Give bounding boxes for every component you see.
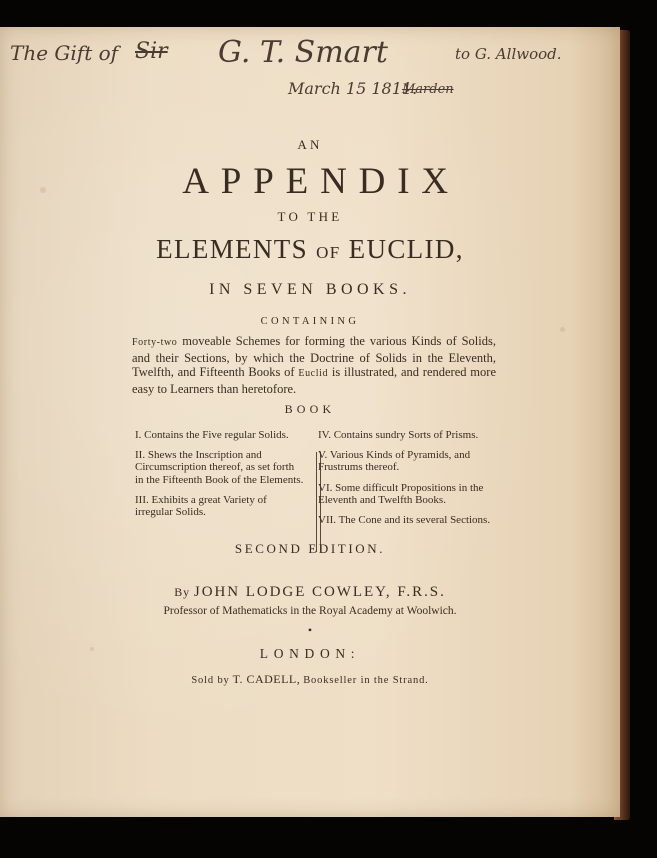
title-elements: ELEMENTS <box>156 234 308 264</box>
author-role: Professor of Mathematicks in the Royal Academy at Woolwich. <box>163 605 457 617</box>
title-seven-books: IN SEVEN BOOKS. <box>209 281 411 298</box>
description-text-b: is illustrated, and rendered more easy to Learners than heretofore. <box>132 365 496 396</box>
foxing-spot <box>560 327 565 332</box>
author-name: JOHN LODGE COWLEY, F.R.S. <box>193 584 446 600</box>
inscription-struck-place: Marden <box>402 82 454 97</box>
title-an: AN <box>297 137 323 152</box>
ornament-mark: • <box>307 623 313 637</box>
description-paragraph <box>132 334 496 396</box>
inscription-gift-of: The Gift of <box>10 41 119 65</box>
containing-label: CONTAINING <box>260 316 360 327</box>
title-appendix: APPENDIX <box>182 161 460 202</box>
title-elements-of-euclid <box>0 234 620 265</box>
books-left-column <box>135 429 305 526</box>
book-heading: BOOK <box>284 402 336 416</box>
author-line <box>0 584 620 601</box>
imprint-line <box>0 672 620 687</box>
title-page <box>0 27 620 817</box>
inscription-date: March 15 1811. <box>288 79 418 98</box>
books-right-column <box>318 429 496 534</box>
imprint-sold-by: Sold by <box>191 675 230 686</box>
book-entry-5: V. Various Kinds of Pyramids, and Frustrums thereof. <box>318 449 471 474</box>
book-entry-3: III. Exhibits a great Variety of irregular Solids. <box>135 493 267 519</box>
title-of: OF <box>316 243 341 262</box>
imprint-bookseller: Bookseller in the Strand. <box>303 675 429 686</box>
book-entry-7: VII. The Cone and its several Sections. <box>318 514 491 527</box>
description-smallcaps: Forty-two <box>132 337 178 348</box>
inscription-donor-name: G. T. Smart <box>218 35 388 70</box>
place-london: LONDON: <box>259 646 361 661</box>
book-entry-2: II. Shews the Inscription and Circumscription thereof, as set forth in the Fifteenth Book of the Elements. <box>135 449 304 486</box>
author-by: By <box>174 585 191 599</box>
edition: SECOND EDITION. <box>234 541 386 556</box>
book-entry-1: I. Contains the Five regular Solids. <box>135 429 289 441</box>
imprint-publisher: T. CADELL, <box>232 672 301 686</box>
title-to-the: TO THE <box>277 209 343 224</box>
description-euclid: Euclid <box>298 368 329 379</box>
description-text-a: moveable Schemes for forming the various Kinds of Solids, and their Sections, by which the Doctrine of Solids in the Eleventh, Twelfth, and Fifteenth Books of <box>132 334 496 379</box>
book-entry-6: VI. Some difficult Propositions in the Eleventh and Twelfth Books. <box>318 481 484 506</box>
book-entry-4: IV. Contains sundry Sorts of Prisms. <box>318 429 479 441</box>
inscription-struck-word: Sir <box>135 39 168 64</box>
inscription-recipient: to G. Allwood. <box>455 45 562 63</box>
title-euclid: EUCLID, <box>348 234 464 264</box>
